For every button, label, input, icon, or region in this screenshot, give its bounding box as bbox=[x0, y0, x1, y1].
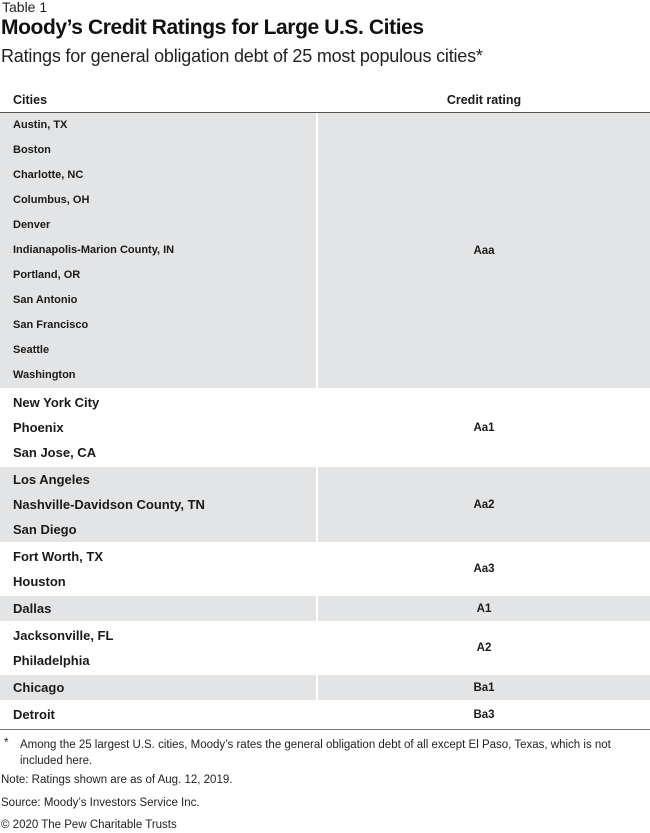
rating-group-ba3 bbox=[0, 702, 650, 729]
city-list bbox=[0, 544, 318, 594]
city-name: Charlotte, NC bbox=[13, 169, 84, 181]
rating-group-aa1 bbox=[0, 390, 650, 467]
city-name: Los Angeles bbox=[13, 472, 90, 487]
credit-rating: Aa3 bbox=[473, 563, 495, 575]
city-name: Denver bbox=[13, 219, 51, 231]
rating-group-aa3 bbox=[0, 544, 650, 596]
city-name: Seattle bbox=[13, 344, 50, 356]
credit-rating: Aa1 bbox=[473, 421, 495, 434]
rating-group-ba1 bbox=[0, 675, 650, 702]
page-subtitle: Ratings for general obligation debt of 25 most populous cities* bbox=[1, 46, 483, 66]
city-list bbox=[0, 113, 318, 388]
city-name: Boston bbox=[13, 144, 51, 156]
rating-group-a1 bbox=[0, 596, 650, 623]
city-name: Houston bbox=[13, 574, 66, 589]
city-name: New York City bbox=[13, 395, 100, 410]
ratings-table bbox=[0, 88, 650, 730]
credit-rating: A1 bbox=[476, 602, 492, 615]
table-header bbox=[0, 88, 650, 113]
table-body bbox=[0, 113, 650, 729]
footnote: Among the 25 largest U.S. cities, Moody’s rates the general obligation debt of all except El Paso, Texas, which is not included here. bbox=[20, 739, 611, 767]
city-name: Detroit bbox=[13, 707, 55, 722]
city-name: San Francisco bbox=[13, 319, 89, 331]
city-name: Nashville-Davidson County, TN bbox=[13, 497, 205, 512]
credit-rating: Aa2 bbox=[473, 498, 495, 511]
note: Note: Ratings shown are as of Aug. 12, 2019. bbox=[1, 774, 233, 786]
credit-rating: A2 bbox=[476, 642, 492, 654]
city-name: Philadelphia bbox=[13, 653, 90, 668]
rating-group-aa2 bbox=[0, 467, 650, 544]
column-header-credit-rating: Credit rating bbox=[446, 93, 522, 107]
city-list bbox=[0, 390, 318, 465]
column-header-cities: Cities bbox=[13, 93, 48, 107]
city-name: Fort Worth, TX bbox=[13, 549, 104, 564]
page-title: Moody’s Credit Ratings for Large U.S. Cities bbox=[1, 16, 424, 39]
city-name: Phoenix bbox=[13, 420, 64, 435]
city-list bbox=[0, 623, 318, 673]
credit-rating: Aaa bbox=[473, 244, 495, 257]
city-name: San Jose, CA bbox=[13, 445, 97, 460]
rating-group-aaa bbox=[0, 113, 650, 390]
footnote-mark: * bbox=[4, 737, 9, 749]
credit-rating: Ba3 bbox=[473, 708, 495, 721]
table-label: Table 1 bbox=[2, 0, 48, 15]
table-bottom-rule bbox=[0, 729, 650, 730]
source: Source: Moody’s Investors Service Inc. bbox=[1, 797, 200, 809]
city-name: Jacksonville, FL bbox=[13, 628, 114, 643]
city-name: Columbus, OH bbox=[13, 194, 90, 206]
city-list bbox=[0, 675, 318, 700]
copyright: © 2020 The Pew Charitable Trusts bbox=[1, 819, 177, 831]
city-name: Indianapolis-Marion County, IN bbox=[13, 244, 175, 256]
city-list bbox=[0, 467, 318, 542]
city-name: Chicago bbox=[13, 680, 65, 695]
rating-group-a2 bbox=[0, 623, 650, 675]
city-name: Dallas bbox=[13, 601, 52, 616]
city-name: Washington bbox=[13, 369, 76, 381]
city-name: San Antonio bbox=[13, 294, 78, 306]
city-name: San Diego bbox=[13, 522, 77, 537]
city-name: Portland, OR bbox=[13, 269, 81, 281]
credit-rating: Ba1 bbox=[473, 681, 495, 694]
city-name: Austin, TX bbox=[13, 119, 68, 131]
city-list bbox=[0, 596, 318, 621]
city-list bbox=[0, 702, 318, 727]
